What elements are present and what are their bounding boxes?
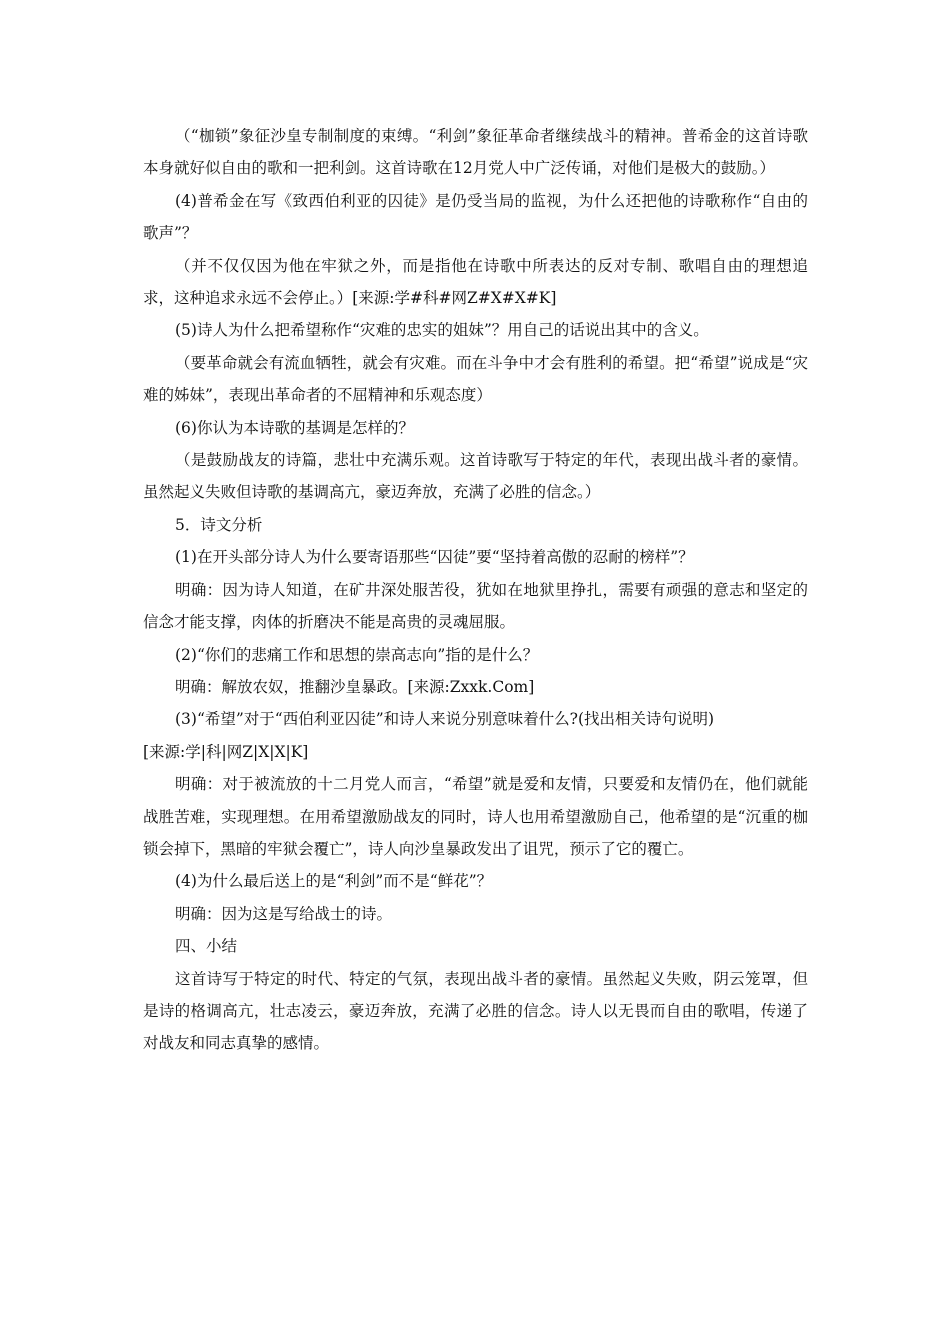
analysis-answer-3: 明确：对于被流放的十二月党人而言，“希望”就是爱和友情，只要爱和友情仍在，他们就能战胜苦难，实现理想。在用希望激励战友的同时，诗人也用希望激励自己，他希望的是“沉重的枷锁会掉下，黑暗的牢狱会覆亡”，诗人向沙皇暴政发出了诅咒，预示了它的覆亡。 [143, 775, 808, 858]
answer-5: （要革命就会有流血牺牲，就会有灾难。而在斗争中才会有胜利的希望。把“希望”说成是“灾难的姊妹”，表现出革命者的不屈精神和乐观态度） [143, 353, 808, 405]
analysis-answer-4: 明确：因为这是写给战士的诗。 [175, 904, 393, 923]
analysis-question-4: (4)为什么最后送上的是“利剑”而不是“鲜花”？ [175, 872, 493, 891]
question-4: (4)普希金在写《致西伯利亚的囚徒》是仍受当局的监视，为什么还把他的诗歌称作“自由的歌声”？ [143, 191, 808, 243]
summary-paragraph: 这首诗写于特定的时代、特定的气氛，表现出战斗者的豪情。虽然起义失败，阴云笼罩，但是诗的格调高亢，壮志凌云，豪迈奔放，充满了必胜的信念。诗人以无畏而自由的歌唱，传递了对战友和同志真挚的感情。 [143, 969, 808, 1053]
section-heading-analysis: 5．诗文分析 [175, 515, 263, 534]
section-heading-summary: 四、小结 [175, 937, 238, 956]
source-note: [来源:学|科|网Z|X|X|K] [143, 742, 309, 761]
analysis-answer-1: 明确：因为诗人知道，在矿井深处服苦役，犹如在地狱里挣扎，需要有顽强的意志和坚定的信念才能支撑，肉体的折磨决不能是高贵的灵魂屈服。 [143, 580, 808, 632]
analysis-question-3: (3)“希望”对于“西伯利亚囚徒”和诗人来说分别意味着什么?(找出相关诗句说明) [175, 710, 715, 729]
analysis-answer-2: 明确：解放农奴，推翻沙皇暴政。[来源:Zxxk.Com] [175, 677, 535, 696]
paragraph-1: （“枷锁”象征沙皇专制制度的束缚。“利剑”象征革命者继续战斗的精神。普希金的这首诗歌本身就好似自由的歌和一把利剑。这首诗歌在12月党人中广泛传诵，对他们是极大的鼓励。） [143, 127, 808, 178]
question-5: (5)诗人为什么把希望称作“灾难的忠实的姐妹”？用自己的话说出其中的含义。 [175, 321, 709, 340]
answer-4: （并不仅仅因为他在牢狱之外，而是指他在诗歌中所表达的反对专制、歌唱自由的理想追求，这种追求永远不会停止。）[来源:学#科#网Z#X#X#K] [143, 256, 808, 308]
question-6: (6)你认为本诗歌的基调是怎样的？ [175, 418, 414, 437]
analysis-question-2: (2)“你们的悲痛工作和思想的崇高志向”指的是什么？ [175, 645, 539, 664]
answer-6: （是鼓励战友的诗篇，悲壮中充满乐观。这首诗歌写于特定的年代，表现出战斗者的豪情。虽然起义失败但诗歌的基调高亢，豪迈奔放，充满了必胜的信念。） [143, 451, 808, 502]
analysis-question-1: (1)在开头部分诗人为什么要寄语那些“囚徒”要“坚持着高傲的忍耐的榜样”？ [175, 548, 694, 567]
